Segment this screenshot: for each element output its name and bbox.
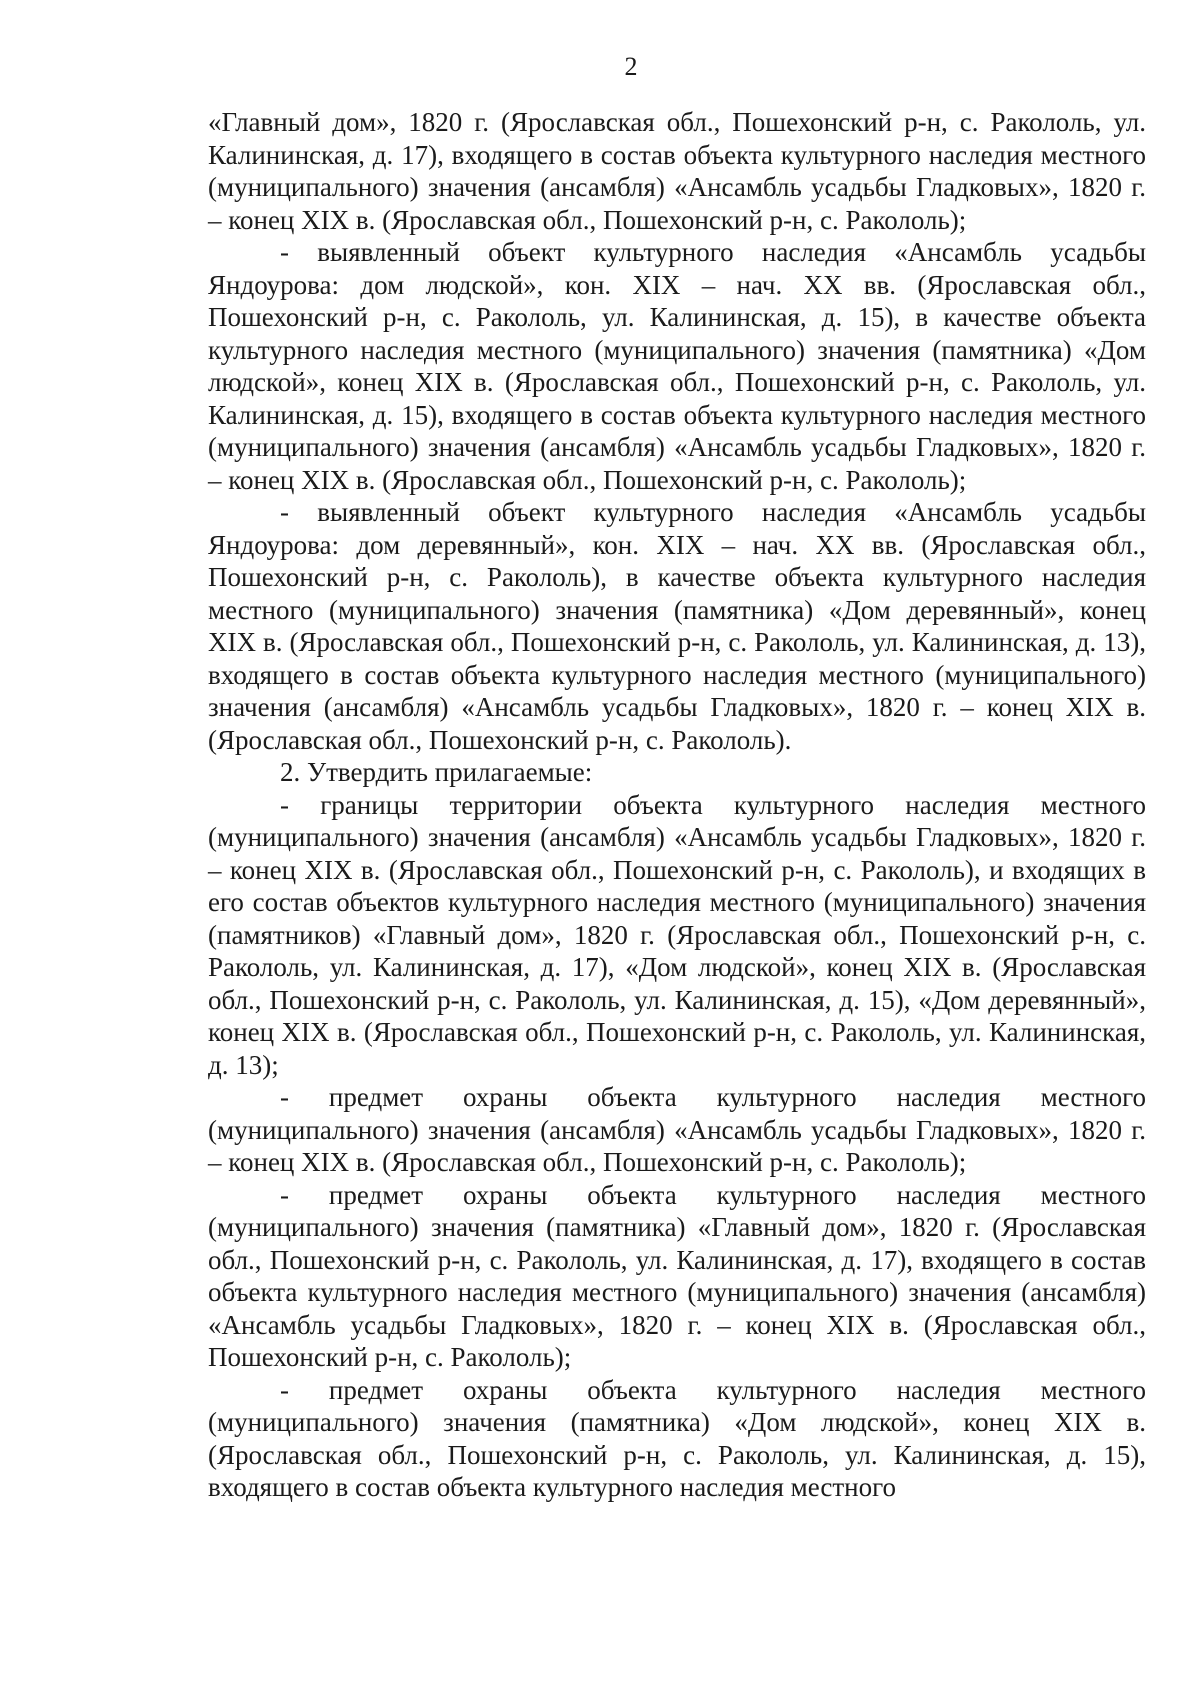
paragraph-item-territory-boundaries: - границы территории объекта культурного наследия местного (муниципального) значения (ансамбля) «Ансамбль усадьбы Гладковых», 1820 г. – конец XIX в. (Ярославская обл., Пошехонский р-н, с. Ракололь), и входящих в его состав объектов культурного наследия местного (муниципального) значения (памятников) «Главный дом», 1820 г. (Ярославская обл., Пошехонский р-н, с. Ракололь, ул. Калининская, д. 17), «Дом людской», конец XIX в. (Ярославская обл., Пошехонский р-н, с. Ракололь, ул. Калининская, д. 15), «Дом деревянный», конец XIX в. (Ярославская обл., Пошехонский р-н, с. Ракололь, ул. Калининская, д. 13); (208, 789, 1146, 1080)
paragraph-item-dom-lyudskoy: - выявленный объект культурного наследия «Ансамбль усадьбы Яндоурова: дом людской», кон. XIX – нач. XX вв. (Ярославская обл., Пошехонский р-н, с. Ракололь, ул. Калининская, д. 15), в качестве объекта культурного наследия местного (муниципального) значения (памятника) «Дом людской», конец XIX в. (Ярославская обл., Пошехонский р-н, с. Ракололь, ул. Калининская, д. 15), входящего в состав объекта культурного наследия местного (муниципального) значения (ансамбля) «Ансамбль усадьбы Гладковых», 1820 г. – конец XIX в. (Ярославская обл., Пошехонский р-н, с. Ракололь); (208, 237, 1146, 495)
paragraph-item-protection-main-house: - предмет охраны объекта культурного наследия местного (муниципального) значения (памятника) «Главный дом», 1820 г. (Ярославская обл., Пошехонский р-н, с. Ракололь, ул. Калининская, д. 17), входящего в состав объекта культурного наследия местного (муниципального) значения (ансамбля) «Ансамбль усадьбы Гладковых», 1820 г. – конец XIX в. (Ярославская обл., Пошехонский р-н, с. Ракололь); (208, 1179, 1146, 1372)
paragraph-item-protection-ensemble: - предмет охраны объекта культурного наследия местного (муниципального) значения (ансамбля) «Ансамбль усадьбы Гладковых», 1820 г. – конец XIX в. (Ярославская обл., Пошехонский р-н, с. Ракололь); (208, 1082, 1146, 1177)
paragraph-item-dom-derevyanny: - выявленный объект культурного наследия «Ансамбль усадьбы Яндоурова: дом деревянный», кон. XIX – нач. XX вв. (Ярославская обл., Пошехонский р-н, с. Ракололь), в качестве объекта культурного наследия местного (муниципального) значения (памятника) «Дом деревянный», конец XIX в. (Ярославская обл., Пошехонский р-н, с. Ракололь, ул. Калининская, д. 13), входящего в состав объекта культурного наследия местного (муниципального) значения (ансамбля) «Ансамбль усадьбы Гладковых», 1820 г. – конец XIX в. (Ярославская обл., Пошехонский р-н, с. Ракололь). (208, 497, 1146, 755)
page-number: 2 (624, 52, 638, 81)
paragraph-continuation: «Главный дом», 1820 г. (Ярославская обл., Пошехонский р-н, с. Ракололь, ул. Калининская, д. 17), входящего в состав объекта культурного наследия местного (муниципального) значения (ансамбля) «Ансамбль усадьбы Гладковых», 1820 г. – конец XIX в. (Ярославская обл., Пошехонский р-н, с. Ракололь); (208, 107, 1146, 235)
paragraph-item-protection-dom-lyudskoy: - предмет охраны объекта культурного наследия местного (муниципального) значения (памятника) «Дом людской», конец XIX в. (Ярославская обл., Пошехонский р-н, с. Ракололь, ул. Калининская, д. 15), входящего в состав объекта культурного наследия местного (208, 1374, 1146, 1502)
paragraph-clause-2: 2. Утвердить прилагаемые: (280, 757, 593, 787)
document-body (208, 106, 1146, 1504)
